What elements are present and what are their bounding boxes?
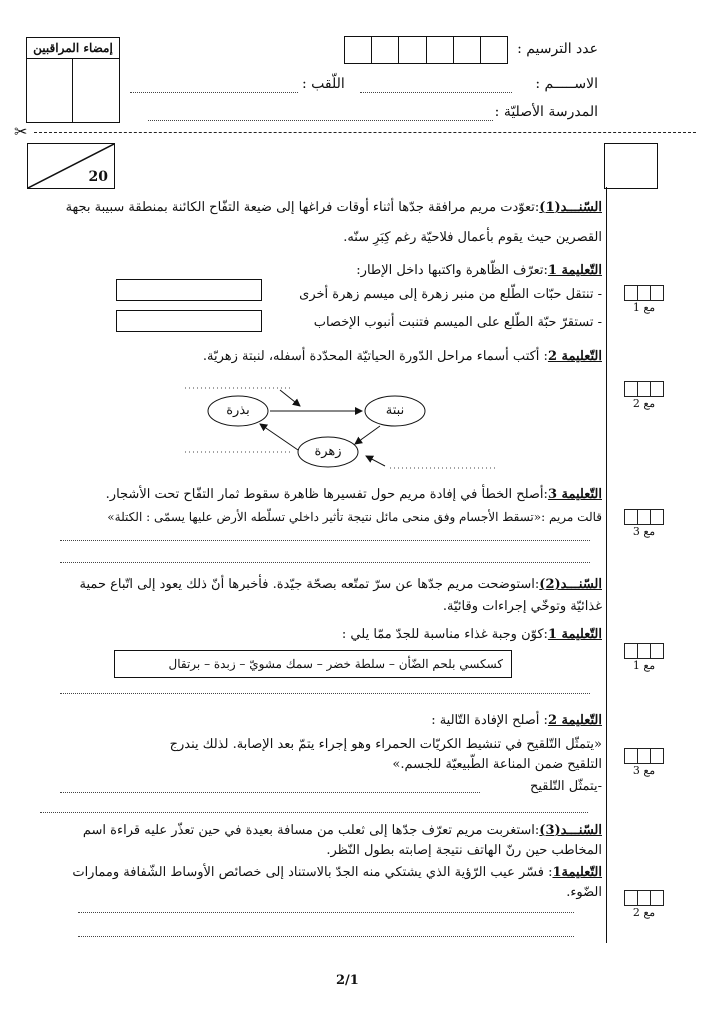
- arrow-bottom-pointer: [366, 456, 385, 466]
- task2-2-answer-line1[interactable]: [60, 792, 480, 793]
- task3-1-answer-line1[interactable]: [78, 912, 574, 913]
- task2-1-foods: كسكسي بلحم الضّأن – سلطة خضر – سمك مشويّ – زبدة – برتقال: [168, 657, 503, 671]
- mark-label: مع 3: [632, 525, 656, 538]
- task1-3-quote: قالت مريم :«تسقط الأجسام وفق منحى مائل نتيجة تأثير داخلي تسلّطه الأرض عليها يسمّى : الكتلة»: [107, 510, 602, 524]
- task2-2-quote-line1: «يتمثّل التّلقيح في تنشيط الكريّات الحمراء وهو إجراء يتمّ بعد الإصابة. لذلك يندرج: [169, 737, 602, 752]
- task1-1-answer-box2[interactable]: [116, 310, 262, 332]
- section2-heading: السّنـــد(2): [539, 577, 602, 592]
- task1-3-answer-line2[interactable]: [60, 562, 590, 563]
- arrow-plant-to-flower: [355, 426, 380, 444]
- section1-text-line1: :تعوّدت مريم مرافقة جدّها أثناء أوقات فراغها إلى ضيعة التفّاح الكائنة بمنطقة سبيبة بجهة: [65, 200, 540, 215]
- task3-1-answer-line2[interactable]: [78, 936, 574, 937]
- supervisors-signature-label: إمضاء المراقبين: [27, 38, 119, 59]
- section1-heading: السّنـــد(1): [539, 200, 602, 215]
- school-label: المدرسة الأصليّة :: [494, 104, 598, 120]
- node-seed-label: بذرة: [226, 403, 250, 418]
- mark-box-3-1: [624, 890, 664, 919]
- arrow-flower-to-seed: [260, 424, 298, 450]
- arrow-top-pointer: [280, 390, 300, 406]
- surname-field[interactable]: [130, 92, 298, 93]
- total-score-box: [27, 143, 115, 189]
- total-score-value: 20: [88, 169, 108, 185]
- life-cycle-diagram: [180, 376, 510, 476]
- surname-label: اللّقب :: [302, 76, 345, 92]
- task2-2-answer-prefix: -يتمثّل التّلقيح: [529, 779, 602, 794]
- task1-3-answer-line1[interactable]: [60, 540, 590, 541]
- mark-box-1-3: [624, 509, 664, 538]
- node-plant-label: نبتة: [385, 403, 405, 418]
- section1-text-line2: القصرين حيث يقوم بأعمال فلاحيّة رغم كِبَرِ سنّه.: [343, 230, 602, 245]
- name-label: الاســـــم :: [535, 76, 598, 92]
- task1-3-paragraph: [106, 486, 602, 504]
- task3-1-heading: التّعليمة1: [552, 865, 602, 880]
- mark-box-2-1: [624, 643, 664, 672]
- task2-1-text: :كوّن وجبة غذاء مناسبة للجدّ ممّا يلي :: [341, 627, 548, 642]
- task1-1-text: :تعرّف الظّاهرة واكتبها داخل الإطار:: [356, 263, 548, 278]
- mark-label: مع 2: [632, 397, 656, 410]
- task1-1-item1: - تنتقل حبّات الطّلع من منبر زهرة إلى ميسم زهرة أخرى: [299, 287, 602, 302]
- task1-1-answer-box1[interactable]: [116, 279, 262, 301]
- section2-paragraph: [80, 576, 602, 594]
- margin-score-box: [604, 143, 658, 189]
- section3-paragraph: [83, 822, 602, 840]
- cut-line: [34, 132, 696, 133]
- node-flower-label: زهرة: [314, 444, 342, 459]
- task2-2-quote-line2: التلقيح ضمن المناعة الطّبيعيّة للجسم.»: [392, 757, 602, 772]
- section3-text-line1: :استغربت مريم تعرّف جدّها إلى ثعلب من مسافة بعيدة في حين تعذّر عليه قراءة اسم: [82, 823, 540, 838]
- task1-1-item2: - تستقرّ حبّة الطّلع على الميسم فتنبت أنبوب الإخصاب: [313, 315, 602, 330]
- task2-1-paragraph: [342, 626, 602, 644]
- signature-divider: [72, 59, 73, 122]
- mark-box-1-2: [624, 381, 664, 410]
- section2-text-line1: :استوضحت مريم جدّها عن سرّ تمتّعه بصحّة جيّدة. فأخبرها أنّ ذلك يعود إلى اتّباع حمية: [79, 577, 540, 592]
- scissors-icon: ✂: [14, 122, 28, 141]
- task2-2-paragraph: [431, 712, 602, 730]
- margin-vertical-line: [606, 187, 607, 943]
- mark-label: مع 1: [632, 301, 656, 314]
- name-field[interactable]: [360, 92, 512, 93]
- task2-1-heading: التّعليمة 1: [547, 627, 602, 642]
- page-number: 2/1: [336, 973, 359, 988]
- section3-heading: السّنـــد(3): [539, 823, 602, 838]
- mark-label: مع 1: [632, 659, 656, 672]
- task3-1-text: : فسّر عيب الرّؤية الذي يشتكي منه الجدّ بالاستناد إلى خصائص الأوساط الشّفافة وممارات: [72, 865, 553, 880]
- task1-1-heading: التّعليمة 1: [547, 263, 602, 278]
- section2-text-line2: غذائيّة وتوخّي إجراءات وقائيّة.: [442, 599, 602, 614]
- school-field[interactable]: [148, 120, 493, 121]
- task3-1-text-line2: الضّوء.: [566, 885, 602, 900]
- mark-label: مع 2: [632, 906, 656, 919]
- registration-number-label: عدد الترسيم :: [517, 41, 598, 57]
- task1-2-paragraph: [203, 348, 602, 366]
- task2-2-answer-line2[interactable]: [40, 812, 588, 813]
- mark-box-2-2: [624, 748, 664, 777]
- task2-2-heading: التّعليمة 2: [547, 713, 602, 728]
- task3-1-paragraph: [72, 864, 602, 882]
- section1-paragraph: [66, 199, 602, 217]
- section3-text-line2: المخاطب حين رنّ الهاتف نتيجة إصابته بطول النّظر.: [326, 843, 602, 858]
- task2-2-text: : أصلح الإفادة التّالية :: [431, 713, 548, 728]
- task2-1-answer-line[interactable]: [60, 693, 590, 694]
- task1-3-heading: التّعليمة 3: [547, 487, 602, 502]
- task1-3-text: :أصلح الخطأ في إفادة مريم حول تفسيرها ظاهرة سقوط ثمار التفّاح تحت الأشجار.: [105, 487, 548, 502]
- task1-2-heading: التّعليمة 2: [547, 349, 602, 364]
- task2-1-food-box: [114, 650, 512, 678]
- task1-1-paragraph: [356, 262, 602, 280]
- mark-label: مع 3: [632, 764, 656, 777]
- registration-number-boxes[interactable]: [344, 36, 508, 64]
- task1-2-text: : أكتب أسماء مراحل الدّورة الحياتيّة المحدّدة أسفله، لنبتة زهريّة.: [202, 349, 548, 364]
- supervisors-signature-box: [26, 37, 120, 123]
- mark-box-1-1: [624, 285, 664, 314]
